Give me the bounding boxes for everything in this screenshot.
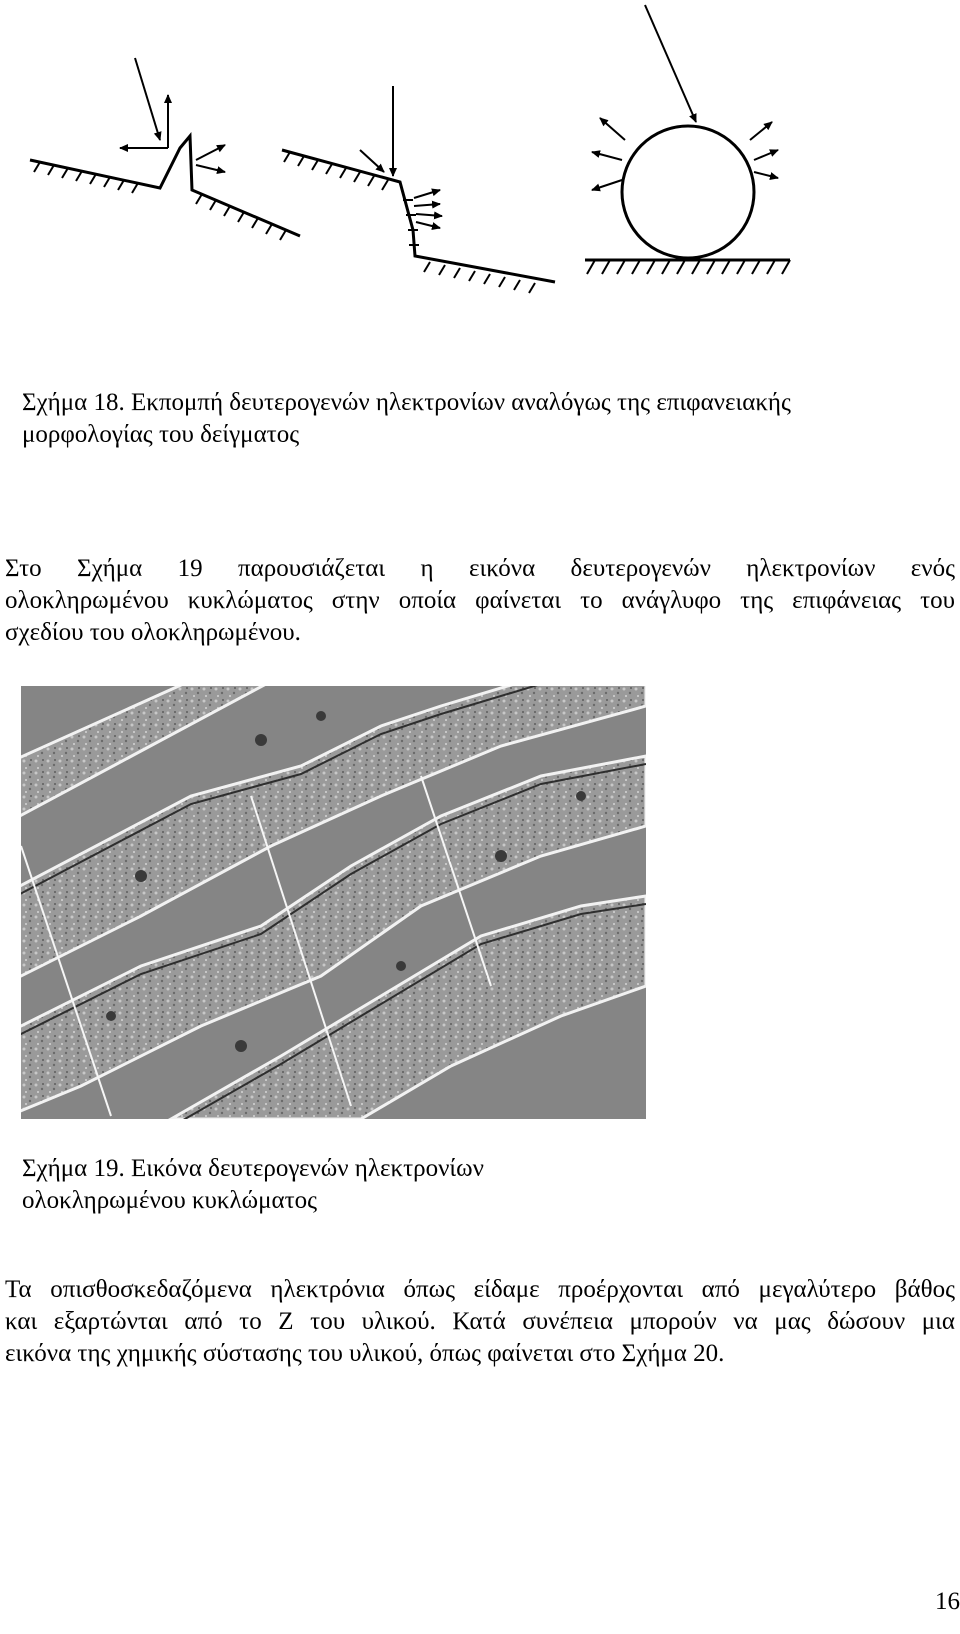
figure-18-caption xyxy=(22,387,922,451)
body-paragraph-1 xyxy=(5,553,955,649)
paragraph-line: ολοκληρωμένου κυκλώματος στην οποία φαίνεται το ανάγλυφο της επιφάνειας του xyxy=(5,587,955,614)
figure-19-caption xyxy=(22,1153,722,1217)
figure-19-sem-image xyxy=(21,686,646,1119)
caption-line: ολοκληρωμένου κυκλώματος xyxy=(22,1187,318,1214)
caption-line: μορφολογίας του δείγματος xyxy=(22,421,300,448)
spike-surface xyxy=(30,58,300,240)
paragraph-line: Τα οπισθοσκεδαζόμενα ηλεκτρόνια όπως είδαμε προέρχονται από μεγαλύτερο βάθος xyxy=(5,1276,955,1303)
paragraph-line: Στο Σχήμα 19 παρουσιάζεται η εικόνα δευτερογενών ηλεκτρονίων ενός xyxy=(5,555,955,582)
caption-line: Σχήμα 19. Εικόνα δευτερογενών ηλεκτρονίων xyxy=(22,1155,484,1182)
paragraph-line: και εξαρτώνται από το Ζ του υλικού. Κατά συνέπεια μπορούν να μας δώσουν μια xyxy=(5,1308,955,1335)
paragraph-line: εικόνα της χημικής σύστασης του υλικού, όπως φαίνεται στο Σχήμα 20. xyxy=(5,1340,725,1367)
paragraph-line: σχεδίου του ολοκληρωμένου. xyxy=(5,619,301,646)
sphere-on-surface xyxy=(585,5,790,274)
figure-18-diagram xyxy=(20,0,840,300)
caption-line: Σχήμα 18. Εκπομπή δευτερογενών ηλεκτρονίων αναλόγως της επιφανειακής xyxy=(22,389,791,416)
body-paragraph-2 xyxy=(5,1274,955,1370)
step-surface xyxy=(282,86,555,293)
page-number: 16 xyxy=(935,1588,960,1615)
